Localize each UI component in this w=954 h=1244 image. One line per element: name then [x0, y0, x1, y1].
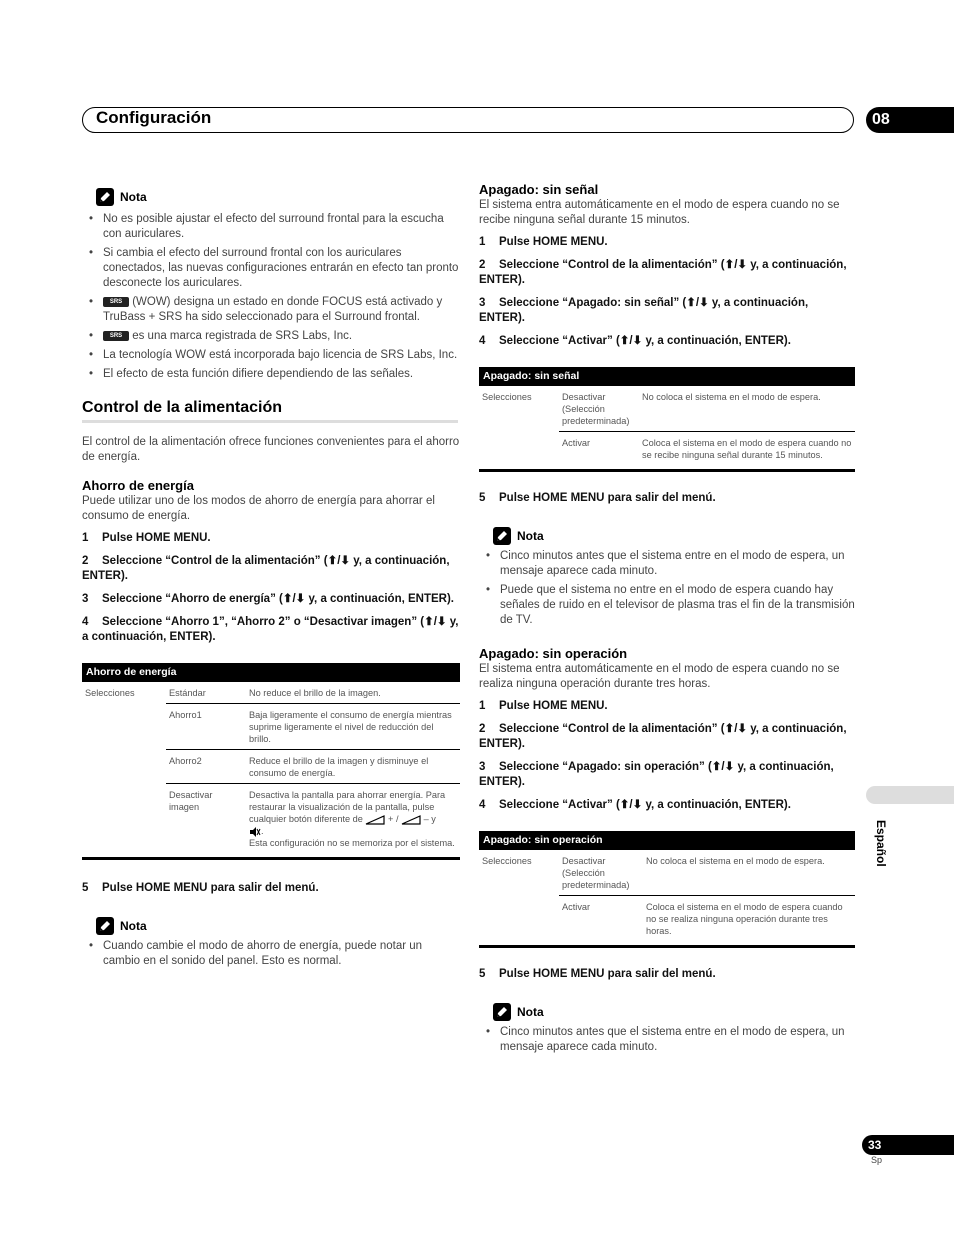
table-cell: Estándar [169, 688, 206, 698]
chapter-number: 08 [866, 107, 954, 133]
list-item: • La tecnología WOW está incorporada bajo licencia de SRS Labs, Inc. [82, 348, 460, 363]
mute-icon [249, 827, 261, 837]
note-list [82, 212, 460, 382]
note-list [479, 549, 855, 628]
pencil-note-icon [493, 527, 511, 545]
note-list [479, 1025, 855, 1055]
table-cell: Desactivar (Selección predeterminada) [562, 392, 630, 426]
page-title: Configuración [96, 108, 212, 127]
table-cell: No coloca el sistema en el modo de espera. [646, 856, 825, 866]
subsection-intro: El sistema entra automáticamente en el modo de espera cuando no se recibe ninguna señal durante 15 minutos. [479, 199, 840, 226]
table-cell: Coloca el sistema en el modo de espera cuando no se recibe ninguna señal durante 15 minutos. [639, 432, 855, 471]
srs-wow-logo: SRS [103, 331, 129, 341]
page-number: 33 [862, 1135, 954, 1155]
volume-icon [365, 815, 385, 825]
right-column [479, 182, 855, 1059]
subsection-title: Apagado: sin operación [479, 646, 628, 661]
step: 2 Seleccione “Control de la alimentación” (⬆/⬇ y, a continuación, ENTER). [479, 259, 847, 286]
list-item: • No es posible ajustar el efecto del surround frontal para la escucha con auriculares. [82, 212, 460, 242]
note-heading [96, 188, 460, 206]
note-heading [96, 917, 460, 935]
list-item: • Si cambia el efecto del surround frontal con los auriculares conectados, las nuevas configuraciones entrarán en efecto tan pronto desconecte los auriculares. [82, 246, 460, 291]
list-item: • El efecto de esta función difiere dependiendo de las señales. [82, 367, 460, 382]
note-label: Nota [120, 919, 147, 933]
step: 3 Seleccione “Ahorro de energía” (⬆/⬇ y, a continuación, ENTER). [82, 593, 454, 605]
table-cell: Baja ligeramente el consumo de energía mientras suprime ligeramente el nivel de reducción del brillo. [246, 704, 460, 750]
step: 4 Seleccione “Activar” (⬆/⬇ y, a continuación, ENTER). [479, 335, 791, 347]
subsection-title: Apagado: sin señal [479, 182, 599, 197]
step: 1 Pulse HOME MENU. [479, 236, 608, 248]
subsection-title: Ahorro de energía [82, 478, 194, 493]
table-cell: Ahorro2 [166, 750, 246, 784]
list-item: • Cinco minutos antes que el sistema entre en el modo de espera, un mensaje aparece cada minuto. [479, 549, 855, 579]
list-item: • SRS (WOW) designa un estado en donde FOCUS está activado y TruBass + SRS ha sido seleccionado para el Surround frontal. [82, 295, 460, 325]
note-heading [493, 1003, 855, 1021]
language-label: Español [874, 820, 888, 867]
pencil-note-icon [96, 188, 114, 206]
note-heading [493, 527, 855, 545]
note-label: Nota [517, 1005, 544, 1019]
step: 2 Seleccione “Control de la alimentación” (⬆/⬇ y, a continuación, ENTER). [82, 555, 450, 582]
table-cell: Activar [559, 432, 639, 471]
list-item: • Cinco minutos antes que el sistema entre en el modo de espera, un mensaje aparece cada minuto. [479, 1025, 855, 1055]
table-cell: Selecciones [85, 688, 135, 698]
step: 3 Seleccione “Apagado: sin operación” (⬆/⬇ y, a continuación, ENTER). [479, 761, 834, 788]
list-item: • Cuando cambie el modo de ahorro de energía, puede notar un cambio en el sonido del panel. Esto es normal. [82, 939, 460, 969]
note-label: Nota [517, 529, 544, 543]
table-cell: Reduce el brillo de la imagen y disminuye el consumo de energía. [246, 750, 460, 784]
table-cell: Selecciones [482, 856, 532, 866]
subsection-intro: El sistema entra automáticamente en el modo de espera cuando no se realiza ninguna operación durante tres horas. [479, 663, 840, 690]
sin-senal-table [479, 367, 855, 472]
section-title: Control de la alimentación [82, 399, 283, 416]
ahorro-table [82, 663, 460, 860]
step: 4 Seleccione “Activar” (⬆/⬇ y, a continuación, ENTER). [479, 799, 791, 811]
table-cell: Coloca el sistema en el modo de espera cuando no se realiza ninguna operación durante tres horas. [643, 896, 855, 947]
step: 2 Seleccione “Control de la alimentación” (⬆/⬇ y, a continuación, ENTER). [479, 723, 847, 750]
step: 1 Pulse HOME MENU. [479, 700, 608, 712]
pencil-note-icon [493, 1003, 511, 1021]
volume-icon [401, 815, 421, 825]
step: 5 Pulse HOME MENU para salir del menú. [82, 882, 319, 894]
note-list [82, 939, 460, 969]
language-tab [866, 786, 954, 804]
list-item: • SRS es una marca registrada de SRS Labs, Inc. [82, 329, 460, 344]
table-cell: Selecciones [482, 392, 532, 402]
list-item: • Puede que el sistema no entre en el modo de espera cuando hay señales de ruido en el televisor de plasma tras el fin de la transmisión de TV. [479, 583, 855, 628]
table-cell: Activar [559, 896, 643, 947]
sin-operacion-table [479, 831, 855, 948]
step: 4 Seleccione “Ahorro 1”, “Ahorro 2” o “Desactivar imagen” (⬆/⬇ y, a continuación, ENTER). [82, 616, 459, 643]
table-cell: Desactivar (Selección predeterminada) [562, 856, 630, 890]
pencil-note-icon [96, 917, 114, 935]
step: 5 Pulse HOME MENU para salir del menú. [479, 492, 716, 504]
left-column [82, 188, 460, 973]
table-cell: No reduce el brillo de la imagen. [249, 688, 381, 698]
note-label: Nota [120, 190, 147, 204]
section-intro: El control de la alimentación ofrece funciones convenientes para el ahorro de energía. [82, 436, 460, 463]
page-language: Sp [871, 1155, 883, 1165]
table-header: Apagado: sin señal [479, 367, 855, 386]
table-cell: Desactivar imagen [166, 784, 246, 859]
section-rule [82, 420, 458, 423]
table-cell: Desactiva la pantalla para ahorrar energía. Para restaurar la visualización de la pantalla, pulse cualquier botón diferente de + / – y . Esta configuración no se memoriza por el sistema. [246, 784, 460, 859]
step: 3 Seleccione “Apagado: sin señal” (⬆/⬇ y, a continuación, ENTER). [479, 297, 809, 324]
table-header: Apagado: sin operación [479, 831, 855, 850]
table-cell: No coloca el sistema en el modo de espera. [642, 392, 821, 402]
step: 5 Pulse HOME MENU para salir del menú. [479, 968, 716, 980]
table-header: Ahorro de energía [82, 663, 460, 682]
table-cell: Ahorro1 [166, 704, 246, 750]
step: 1 Pulse HOME MENU. [82, 532, 211, 544]
srs-wow-logo: SRS [103, 297, 129, 307]
subsection-intro: Puede utilizar uno de los modos de ahorro de energía para ahorrar el consumo de energía. [82, 495, 435, 522]
